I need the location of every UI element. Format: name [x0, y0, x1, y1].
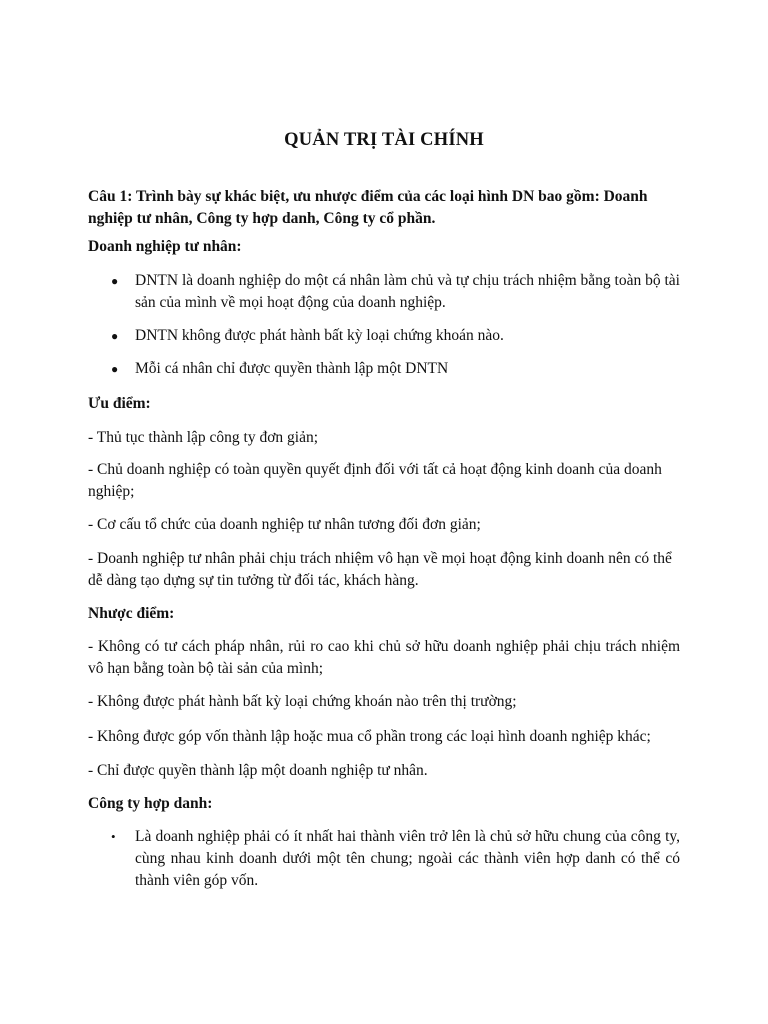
disadvantage-item: - Chỉ được quyền thành lập một doanh nghiệp tư nhân. — [88, 762, 428, 779]
advantage-item: - Chủ doanh nghiệp có toàn quyền quyết định đối với tất cả hoạt động kinh doanh của doanh nghiệp; — [88, 461, 662, 500]
advantage-item: - Doanh nghiệp tư nhân phải chịu trách nhiệm vô hạn về mọi hoạt động kinh doanh nên có thể dễ dàng tạo dựng sự tin tưởng từ đối tác, khách hàng. — [88, 550, 672, 589]
hopdanh-heading: Công ty hợp danh: — [88, 795, 213, 812]
advantage-item: - Cơ cấu tổ chức của doanh nghiệp tư nhân tương đối đơn giản; — [88, 516, 481, 533]
advantages-heading: Ưu điểm: — [88, 395, 151, 412]
bullet-icon: ● — [111, 274, 119, 288]
dntn-bullet-text: DNTN không được phát hành bất kỳ loại chứng khoán nào. — [135, 327, 504, 344]
dntn-bullet-text: Mỗi cá nhân chỉ được quyền thành lập một DNTN — [135, 360, 449, 377]
bullet-icon: ● — [111, 362, 119, 376]
disadvantage-item: - Không được phát hành bất kỳ loại chứng khoán nào trên thị trường; — [88, 693, 517, 710]
dntn-bullet-item — [88, 358, 680, 380]
advantage-item: - Thủ tục thành lập công ty đơn giản; — [88, 429, 319, 446]
bullet-icon: ● — [111, 329, 119, 343]
disadvantage-item: - Không được góp vốn thành lập hoặc mua cổ phần trong các loại hình doanh nghiệp khác; — [88, 728, 651, 745]
dntn-bullet-item — [88, 270, 680, 314]
document-title: QUẢN TRỊ TÀI CHÍNH — [284, 130, 484, 150]
dntn-bullet-text: DNTN là doanh nghiệp do một cá nhân làm chủ và tự chịu trách nhiệm bằng toàn bộ tài sản của mình về mọi hoạt động của doanh nghiệp. — [135, 272, 680, 311]
hopdanh-bullet-item — [88, 826, 680, 892]
dntn-bullet-item — [88, 325, 680, 347]
disadvantages-heading: Nhược điểm: — [88, 605, 175, 622]
hopdanh-bullet-text: Là doanh nghiệp phải có ít nhất hai thành viên trở lên là chủ sở hữu chung của công ty, cùng nhau kinh doanh dưới một tên chung; ngoài các thành viên hợp danh có thể có thành viên góp vốn. — [135, 828, 680, 889]
disadvantage-item: - Không có tư cách pháp nhân, rủi ro cao khi chủ sở hữu doanh nghiệp phải chịu trách nhiệm vô hạn bằng toàn bộ tài sản của mình; — [88, 638, 680, 677]
dntn-heading: Doanh nghiệp tư nhân: — [88, 238, 242, 255]
question-heading: Câu 1: Trình bày sự khác biệt, ưu nhược điểm của các loại hình DN bao gồm: Doanh nghiệp tư nhân, Công ty hợp danh, Công ty cổ phần. — [88, 188, 648, 227]
bullet-icon: • — [111, 829, 116, 844]
